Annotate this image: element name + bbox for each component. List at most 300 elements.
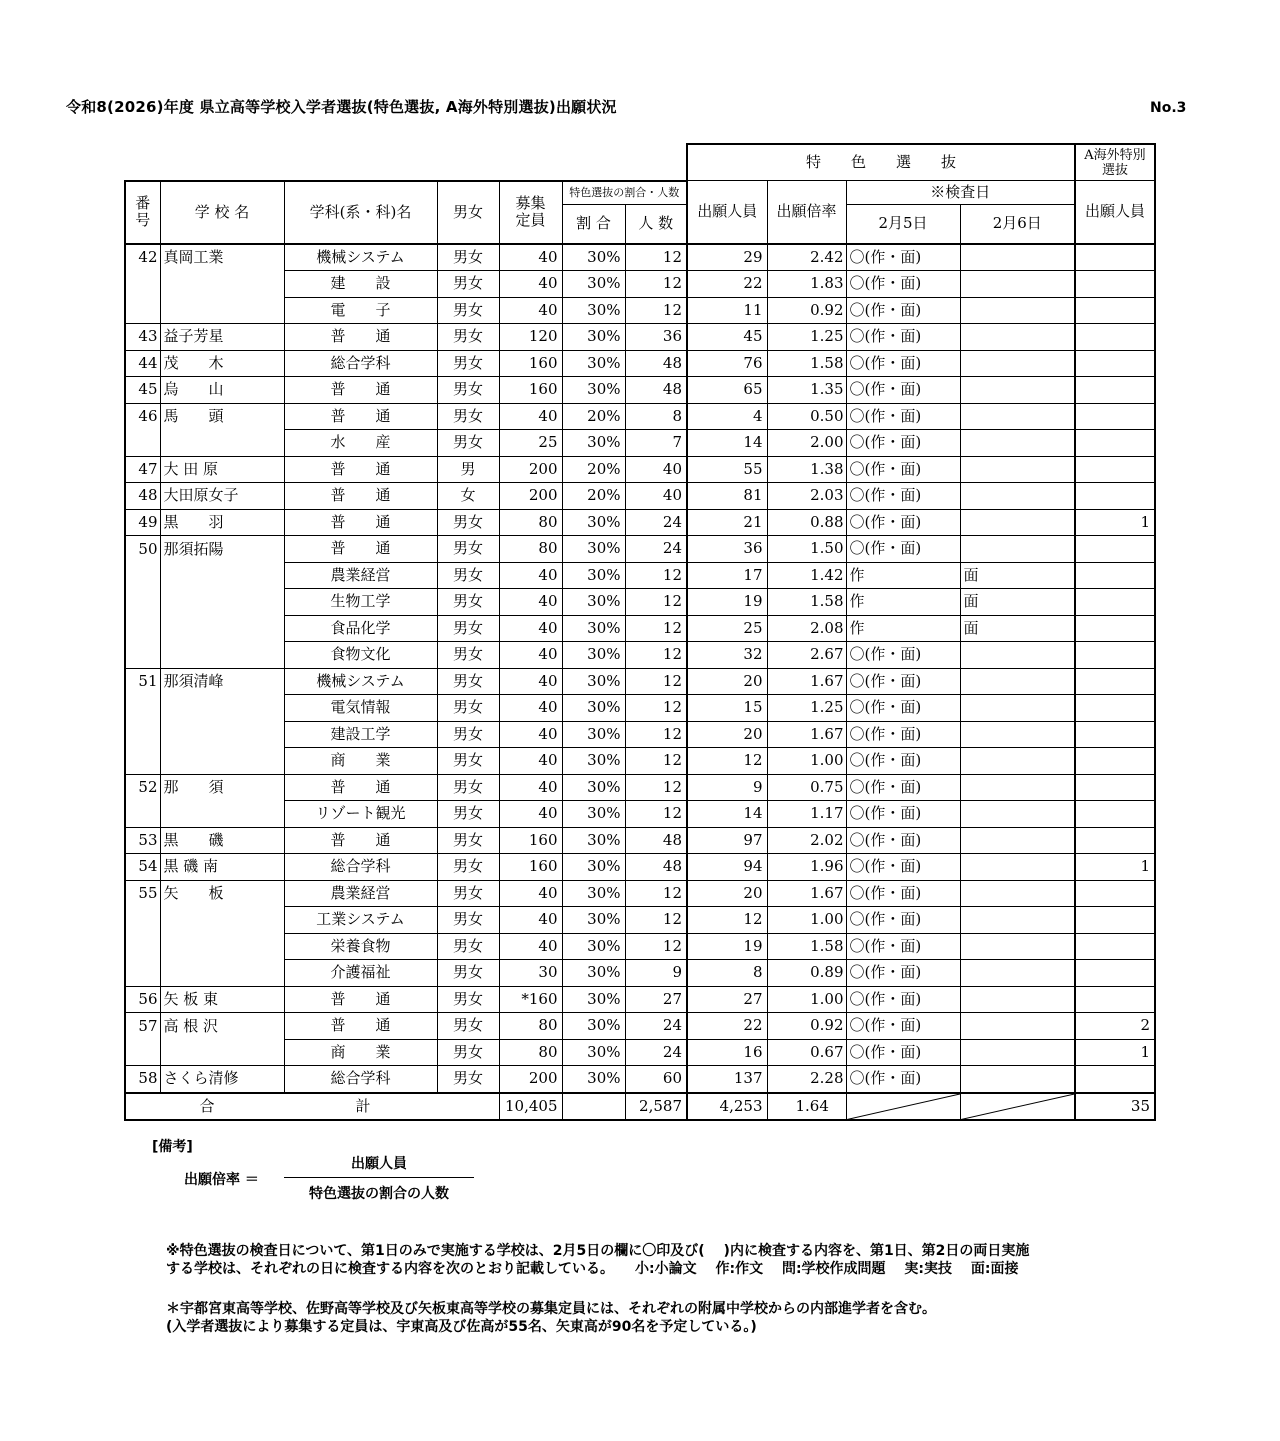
table-row [125, 483, 1155, 510]
table-row [125, 642, 1155, 669]
tokushoku-ratio: 30% [562, 907, 625, 934]
applicants: 11 [687, 297, 767, 324]
table-row [125, 668, 1155, 695]
school-name: 真岡工業 [160, 244, 284, 271]
a-kaigai-applicants [1075, 297, 1155, 324]
gender: 男女 [437, 615, 499, 642]
exam-feb6 [960, 880, 1075, 907]
table-row [125, 748, 1155, 775]
school-name [160, 748, 284, 775]
gender: 男女 [437, 1066, 499, 1093]
magnification: 1.42 [767, 562, 846, 589]
a-kaigai-applicants [1075, 960, 1155, 987]
magnification: 2.67 [767, 642, 846, 669]
row-number: 44 [125, 350, 160, 377]
total-label-cell [125, 1093, 499, 1121]
a-kaigai-applicants [1075, 244, 1155, 271]
school-name: 矢 板 [160, 880, 284, 907]
magnification: 1.67 [767, 721, 846, 748]
department-name: 普 通 [284, 1013, 437, 1040]
capacity: 40 [499, 244, 562, 271]
row-number: 53 [125, 827, 160, 854]
applicants: 12 [687, 907, 767, 934]
capacity: 40 [499, 695, 562, 722]
department-name: 普 通 [284, 509, 437, 536]
tokushoku-count: 12 [625, 774, 687, 801]
a-kaigai-applicants [1075, 695, 1155, 722]
gender: 女 [437, 483, 499, 510]
applicants: 81 [687, 483, 767, 510]
gender: 男女 [437, 324, 499, 351]
capacity: 40 [499, 933, 562, 960]
capacity: 200 [499, 456, 562, 483]
table-row [125, 1013, 1155, 1040]
capacity: *160 [499, 986, 562, 1013]
capacity: 40 [499, 297, 562, 324]
magnification: 1.00 [767, 907, 846, 934]
a-kaigai-header: A海外特別選抜 [1075, 144, 1155, 181]
school-name: 烏 山 [160, 377, 284, 404]
magnification: 1.00 [767, 986, 846, 1013]
tokushoku-ratio: 30% [562, 1039, 625, 1066]
school-name [160, 1039, 284, 1066]
magnification: 2.08 [767, 615, 846, 642]
table-row [125, 509, 1155, 536]
exam-feb5: 〇(作・面) [846, 297, 960, 324]
department-name: 工業システム [284, 907, 437, 934]
exam-feb5: 〇(作・面) [846, 271, 960, 298]
magnification: 1.58 [767, 589, 846, 616]
a-kaigai-applicants [1075, 483, 1155, 510]
tokushoku-ratio: 30% [562, 774, 625, 801]
applicants: 55 [687, 456, 767, 483]
magnification: 0.75 [767, 774, 846, 801]
tokushoku-count: 40 [625, 456, 687, 483]
tokushoku-ratio: 30% [562, 589, 625, 616]
gender: 男女 [437, 403, 499, 430]
row-number: 58 [125, 1066, 160, 1093]
a-kaigai-applicants [1075, 1066, 1155, 1093]
gender: 男女 [437, 748, 499, 775]
tokushoku-ratio: 30% [562, 244, 625, 271]
tokushoku-count: 24 [625, 536, 687, 563]
tokushoku-ratio: 30% [562, 350, 625, 377]
row-number: 43 [125, 324, 160, 351]
tokushoku-ratio: 30% [562, 668, 625, 695]
tokushoku-count: 12 [625, 615, 687, 642]
a-kaigai-applicants [1075, 801, 1155, 828]
tokushoku-ratio: 30% [562, 642, 625, 669]
department-name: 総合学科 [284, 1066, 437, 1093]
exam-feb6 [960, 271, 1075, 298]
applicants: 21 [687, 509, 767, 536]
total-applicants: 4,253 [687, 1093, 767, 1121]
department-name: 介護福祉 [284, 960, 437, 987]
school-name [160, 695, 284, 722]
exam-feb5: 〇(作・面) [846, 483, 960, 510]
ratio-group-header: 特色選抜の割合・人数 [562, 181, 687, 205]
exam-feb5: 〇(作・面) [846, 377, 960, 404]
tokushoku-ratio: 30% [562, 297, 625, 324]
applicants: 22 [687, 271, 767, 298]
applicants: 65 [687, 377, 767, 404]
exam-feb5: 〇(作・面) [846, 642, 960, 669]
tokushoku-count: 12 [625, 695, 687, 722]
exam-feb6 [960, 827, 1075, 854]
capacity: 40 [499, 668, 562, 695]
total-ratio [562, 1093, 625, 1121]
department-name: 農業経営 [284, 562, 437, 589]
exam-feb5: 〇(作・面) [846, 1039, 960, 1066]
exam-feb6 [960, 801, 1075, 828]
tokushoku-count: 12 [625, 907, 687, 934]
exam-feb5: 〇(作・面) [846, 774, 960, 801]
tokushoku-count: 24 [625, 1039, 687, 1066]
school-name [160, 562, 284, 589]
exam-day-note-line1: ※特色選抜の検査日について、第1日のみで実施する学校は、2月5日の欄に〇印及び( )内に検査する内容を、第1日、第2日の両日実施 [166, 1243, 1030, 1259]
exam-feb5: 〇(作・面) [846, 721, 960, 748]
capacity: 40 [499, 562, 562, 589]
applicants: 14 [687, 801, 767, 828]
row-number: 42 [125, 244, 160, 271]
table-row [125, 456, 1155, 483]
row-number [125, 960, 160, 987]
school-name: 矢 板 東 [160, 986, 284, 1013]
exam-feb6 [960, 642, 1075, 669]
total-magnification: 1.64 [767, 1093, 846, 1121]
tokushoku-ratio: 20% [562, 483, 625, 510]
capacity: 120 [499, 324, 562, 351]
department-name: 生物工学 [284, 589, 437, 616]
row-number: 46 [125, 403, 160, 430]
school-name: 黒 磯 南 [160, 854, 284, 881]
department-name: 普 通 [284, 986, 437, 1013]
tokushoku-count: 12 [625, 562, 687, 589]
row-number: 48 [125, 483, 160, 510]
gender: 男女 [437, 827, 499, 854]
tokushoku-ratio: 30% [562, 960, 625, 987]
table-row [125, 430, 1155, 457]
capacity: 40 [499, 721, 562, 748]
a-kaigai-applicants: 1 [1075, 854, 1155, 881]
row-number [125, 615, 160, 642]
school-name [160, 615, 284, 642]
capacity: 40 [499, 880, 562, 907]
gender: 男女 [437, 907, 499, 934]
tokushoku-ratio: 30% [562, 324, 625, 351]
magnification: 1.25 [767, 324, 846, 351]
row-number [125, 801, 160, 828]
a-kaigai-applicants [1075, 615, 1155, 642]
gender: 男女 [437, 986, 499, 1013]
magnification: 1.58 [767, 933, 846, 960]
school-name: 黒 羽 [160, 509, 284, 536]
gender: 男女 [437, 1039, 499, 1066]
exam-feb6 [960, 377, 1075, 404]
applicants: 19 [687, 933, 767, 960]
school-name: 馬 頭 [160, 403, 284, 430]
department-name: 普 通 [284, 456, 437, 483]
tokushoku-count: 12 [625, 748, 687, 775]
exam-feb6 [960, 324, 1075, 351]
tokushoku-count: 12 [625, 271, 687, 298]
department-name: 機械システム [284, 244, 437, 271]
a-kaigai-applicants [1075, 377, 1155, 404]
formula-lhs: 出願倍率 ＝ [184, 1172, 259, 1188]
capacity: 80 [499, 536, 562, 563]
tokushoku-count: 60 [625, 1066, 687, 1093]
gender: 男女 [437, 1013, 499, 1040]
gender: 男女 [437, 880, 499, 907]
ratio-header: 割 合 [562, 204, 625, 244]
department-name: 普 通 [284, 827, 437, 854]
tokushoku-count: 12 [625, 297, 687, 324]
gender: 男女 [437, 721, 499, 748]
magnification: 1.00 [767, 748, 846, 775]
capacity: 25 [499, 430, 562, 457]
exam-feb6 [960, 854, 1075, 881]
department-name: 普 通 [284, 483, 437, 510]
a-kaigai-applicants [1075, 748, 1155, 775]
department-name: 電 子 [284, 297, 437, 324]
exam-feb5: 〇(作・面) [846, 536, 960, 563]
formula-fraction [284, 1153, 474, 1203]
magnification: 0.50 [767, 403, 846, 430]
tokushoku-ratio: 30% [562, 377, 625, 404]
tokushoku-count: 12 [625, 933, 687, 960]
capacity: 80 [499, 1039, 562, 1066]
tokushoku-ratio: 30% [562, 430, 625, 457]
tokushoku-count: 36 [625, 324, 687, 351]
exam-feb5: 〇(作・面) [846, 668, 960, 695]
applicants: 36 [687, 536, 767, 563]
magnification: 2.28 [767, 1066, 846, 1093]
row-number [125, 642, 160, 669]
school-name: 那須拓陽 [160, 536, 284, 563]
a-applicants-header: 出願人員 [1075, 181, 1155, 244]
total-a-applicants: 35 [1075, 1093, 1155, 1121]
a-kaigai-applicants: 1 [1075, 509, 1155, 536]
exam-feb5: 〇(作・面) [846, 827, 960, 854]
magnification-header: 出願倍率 [767, 181, 846, 244]
a-kaigai-applicants [1075, 933, 1155, 960]
row-number: 51 [125, 668, 160, 695]
row-number: 57 [125, 1013, 160, 1040]
applicants: 25 [687, 615, 767, 642]
school-name: 茂 木 [160, 350, 284, 377]
table-body [125, 244, 1155, 1093]
applicants: 29 [687, 244, 767, 271]
applicants: 20 [687, 721, 767, 748]
row-number: 45 [125, 377, 160, 404]
table-row [125, 854, 1155, 881]
school-name [160, 430, 284, 457]
applicants: 97 [687, 827, 767, 854]
department-name: 総合学科 [284, 350, 437, 377]
gender: 男女 [437, 668, 499, 695]
capacity: 30 [499, 960, 562, 987]
capacity: 160 [499, 350, 562, 377]
row-number [125, 271, 160, 298]
exam-feb6 [960, 1039, 1075, 1066]
exam-feb6 [960, 509, 1075, 536]
gender: 男女 [437, 377, 499, 404]
table-row [125, 403, 1155, 430]
tokushoku-ratio: 30% [562, 986, 625, 1013]
table-row [125, 907, 1155, 934]
exam-feb5: 〇(作・面) [846, 695, 960, 722]
exam-feb6 [960, 774, 1075, 801]
exam-feb6 [960, 350, 1075, 377]
tokushoku-count: 12 [625, 589, 687, 616]
department-name: 農業経営 [284, 880, 437, 907]
department-name: 普 通 [284, 403, 437, 430]
applicants: 137 [687, 1066, 767, 1093]
school-name: 大 田 原 [160, 456, 284, 483]
gender: 男女 [437, 960, 499, 987]
tokushoku-ratio: 30% [562, 562, 625, 589]
applicants: 16 [687, 1039, 767, 1066]
school-name: さくら清修 [160, 1066, 284, 1093]
row-number [125, 933, 160, 960]
gender-header: 男女 [437, 181, 499, 244]
formula-denominator: 特色選抜の割合の人数 [309, 1186, 449, 1202]
table-row [125, 271, 1155, 298]
tokushoku-ratio: 30% [562, 721, 625, 748]
exam-feb5: 〇(作・面) [846, 403, 960, 430]
row-number: 56 [125, 986, 160, 1013]
a-kaigai-applicants [1075, 562, 1155, 589]
gender: 男女 [437, 350, 499, 377]
row-number [125, 748, 160, 775]
tokushoku-count: 48 [625, 827, 687, 854]
tokushoku-count: 48 [625, 377, 687, 404]
applicants: 20 [687, 668, 767, 695]
table-row [125, 801, 1155, 828]
tokushoku-ratio: 30% [562, 748, 625, 775]
tokushoku-ratio: 30% [562, 1066, 625, 1093]
capacity-note-line1: ＊宇都宮東高等学校、佐野高等学校及び矢板東高等学校の募集定員には、それぞれの附属中学校からの内部進学者を含む。 [166, 1301, 936, 1317]
gender: 男女 [437, 562, 499, 589]
exam-feb6: 面 [960, 615, 1075, 642]
department-name: 商 業 [284, 1039, 437, 1066]
department-name: 商 業 [284, 748, 437, 775]
capacity: 40 [499, 403, 562, 430]
exam-feb5: 作 [846, 562, 960, 589]
exam-feb5: 〇(作・面) [846, 350, 960, 377]
table-row [125, 827, 1155, 854]
table-row [125, 297, 1155, 324]
a-kaigai-applicants [1075, 668, 1155, 695]
tokushoku-ratio: 30% [562, 1013, 625, 1040]
magnification: 1.17 [767, 801, 846, 828]
feb5-header: 2月5日 [846, 204, 960, 244]
count-header: 人 数 [625, 204, 687, 244]
row-number: 52 [125, 774, 160, 801]
a-kaigai-applicants [1075, 350, 1155, 377]
capacity: 160 [499, 854, 562, 881]
tokushoku-count: 12 [625, 880, 687, 907]
number-header: 番号 [125, 181, 160, 244]
school-name [160, 907, 284, 934]
exam-feb6 [960, 960, 1075, 987]
department-name: 水 産 [284, 430, 437, 457]
capacity: 40 [499, 774, 562, 801]
tokushoku-ratio: 30% [562, 854, 625, 881]
total-count: 2,587 [625, 1093, 687, 1121]
a-kaigai-applicants [1075, 403, 1155, 430]
exam-feb5: 〇(作・面) [846, 801, 960, 828]
magnification: 0.89 [767, 960, 846, 987]
table-row [125, 1039, 1155, 1066]
applicants: 32 [687, 642, 767, 669]
department-name: 総合学科 [284, 854, 437, 881]
gender: 男女 [437, 642, 499, 669]
row-number: 55 [125, 880, 160, 907]
row-number: 47 [125, 456, 160, 483]
document-title: 令和8(2026)年度 県立高等学校入学者選抜(特色選抜, A海外特別選抜)出願状況 [66, 98, 617, 116]
a-kaigai-applicants [1075, 430, 1155, 457]
exam-feb5: 〇(作・面) [846, 933, 960, 960]
exam-feb6 [960, 986, 1075, 1013]
exam-feb6: 面 [960, 589, 1075, 616]
table-row [125, 1066, 1155, 1093]
exam-feb6 [960, 297, 1075, 324]
tokushoku-count: 12 [625, 721, 687, 748]
magnification: 1.58 [767, 350, 846, 377]
table-row [125, 695, 1155, 722]
tokushoku-ratio: 30% [562, 271, 625, 298]
gender: 男女 [437, 271, 499, 298]
row-number [125, 297, 160, 324]
a-kaigai-applicants: 1 [1075, 1039, 1155, 1066]
exam-day-header: ※検査日 [846, 181, 1075, 205]
magnification: 2.42 [767, 244, 846, 271]
application-status-table [124, 143, 1156, 1121]
magnification: 1.35 [767, 377, 846, 404]
tokushoku-ratio: 30% [562, 880, 625, 907]
exam-feb6 [960, 933, 1075, 960]
department-name: 普 通 [284, 774, 437, 801]
tokushoku-count: 24 [625, 1013, 687, 1040]
magnification: 1.67 [767, 668, 846, 695]
row-number: 54 [125, 854, 160, 881]
table-row [125, 562, 1155, 589]
tokushoku-ratio: 30% [562, 509, 625, 536]
magnification: 1.38 [767, 456, 846, 483]
table-row [125, 960, 1155, 987]
magnification: 1.25 [767, 695, 846, 722]
tokushoku-count: 24 [625, 509, 687, 536]
table-row [125, 880, 1155, 907]
exam-feb5: 作 [846, 589, 960, 616]
gender: 男女 [437, 774, 499, 801]
page-number: No.3 [1150, 100, 1187, 116]
school-name [160, 933, 284, 960]
school-name: 那須清峰 [160, 668, 284, 695]
tokushoku-count: 9 [625, 960, 687, 987]
exam-feb5: 〇(作・面) [846, 854, 960, 881]
exam-feb6: 面 [960, 562, 1075, 589]
a-kaigai-applicants [1075, 271, 1155, 298]
department-name: 建 設 [284, 271, 437, 298]
total-label-1: 合 [199, 1096, 215, 1115]
applicants: 19 [687, 589, 767, 616]
tokushoku-ratio: 30% [562, 695, 625, 722]
a-kaigai-applicants [1075, 907, 1155, 934]
exam-feb5: 〇(作・面) [846, 907, 960, 934]
gender: 男女 [437, 297, 499, 324]
